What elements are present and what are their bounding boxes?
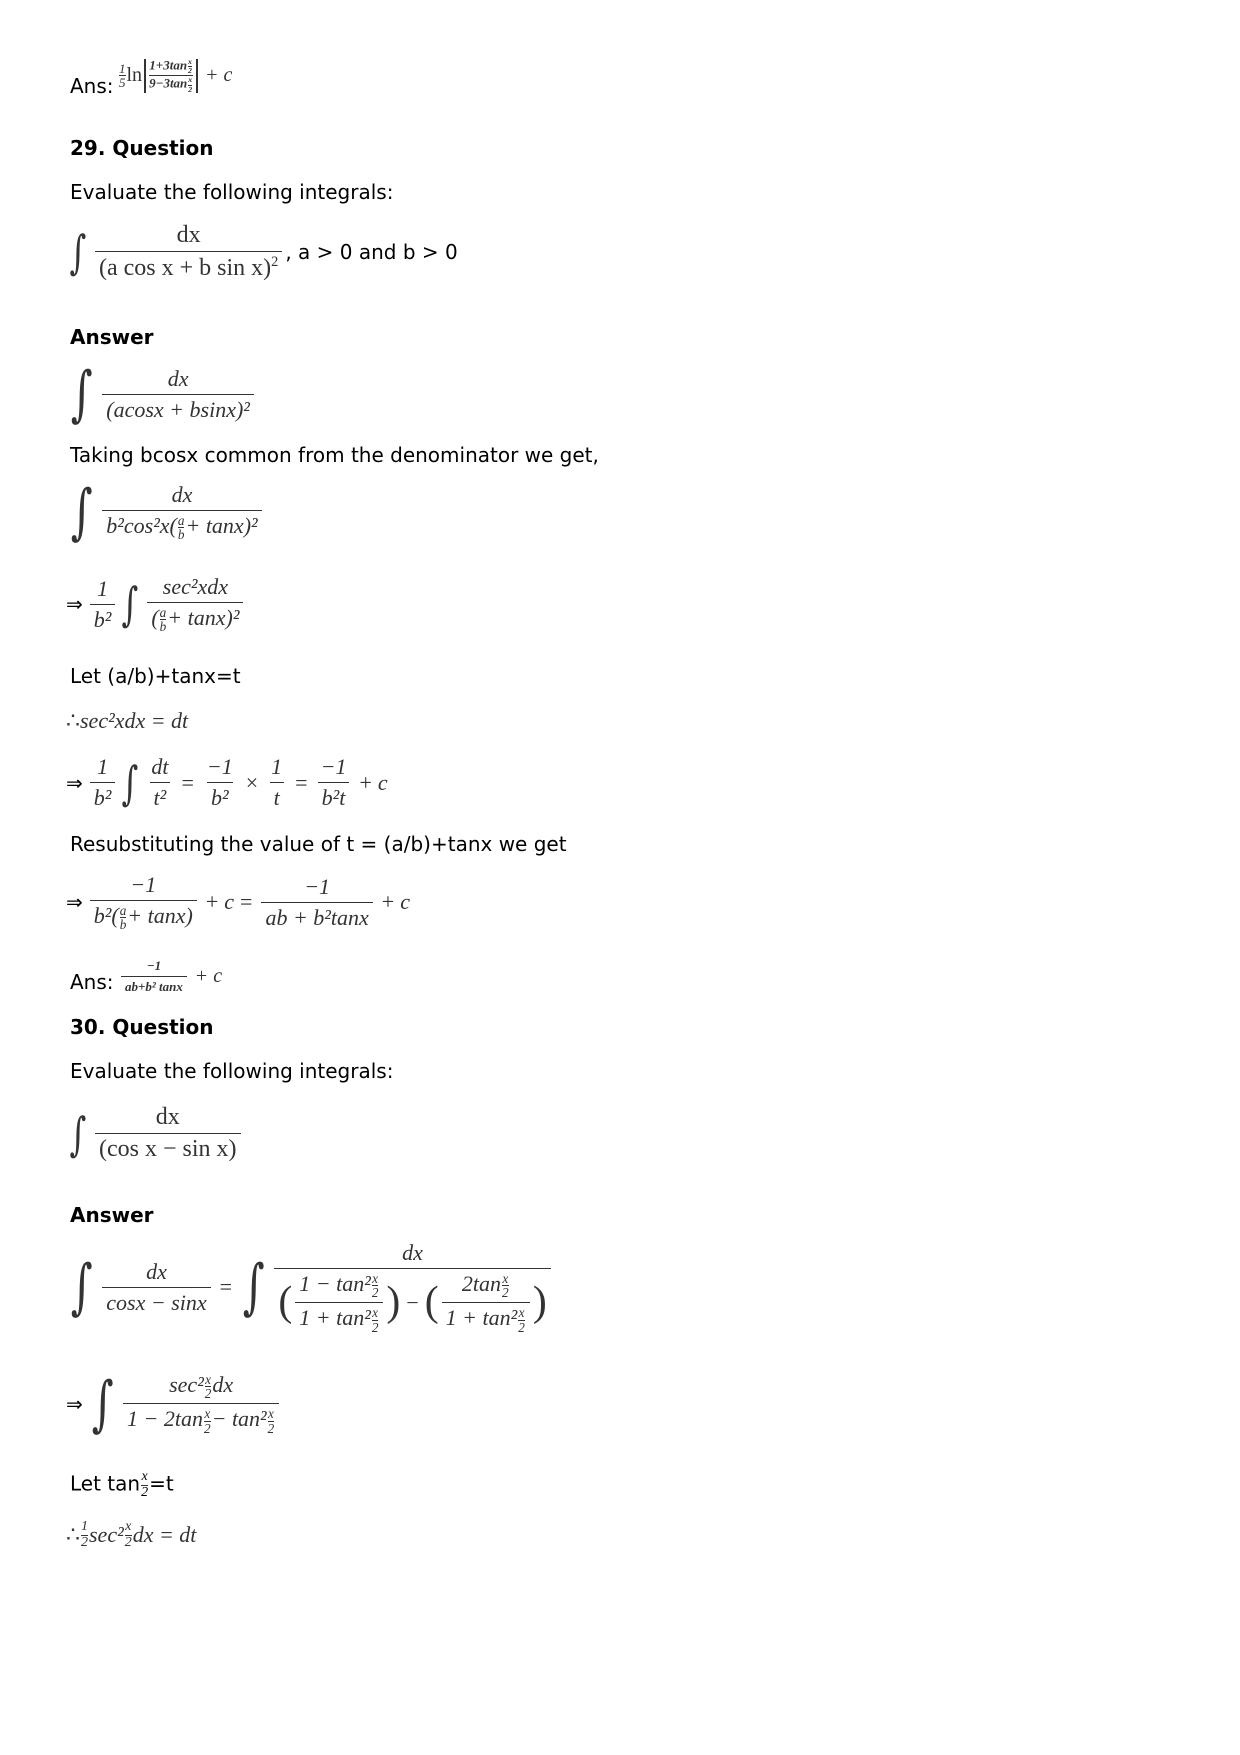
step-integral-2: ∫ dx b²cos²x( $\frac{a}{b}$ + tanx)² <box>66 482 265 542</box>
question-29-title: 29. Question <box>70 136 214 160</box>
question-30-instruction: Evaluate the following integrals: <box>70 1059 394 1083</box>
question-29-instruction: Evaluate the following integrals: <box>70 180 394 204</box>
question-30-integral: ∫ $\frac{dx}{\text{(cos x − sin x)}}$ <box>66 1104 244 1163</box>
question-29-integral: ∫ $\frac{dx}{(a \cos x + b \sin x)^2}$ , a > 0 and b > 0 <box>69 222 458 281</box>
step-30-integral-1: ∫ $\frac{dx}{\cos x - \sin x}$ = ∫ dx ( 1 − tan² $\frac{x}{2}$ 1 + tan² $\frac{x}{2}$ ) − ( 2tan $\frac{x}{2}$ 1 + tan² $\frac{x}{2}$ ) <box>66 1240 554 1335</box>
question-29-answer-heading: Answer <box>70 325 154 349</box>
step-common-text: Taking bcosx common from the denominator we get, <box>70 443 599 467</box>
step-30-integral-2: ⇒ ∫ sec² $\frac{x}{2}$ dx 1 − 2tan $\frac{x}{2}$ − tan² $\frac{x}{2}$ <box>66 1372 282 1436</box>
question-30-title: 30. Question <box>70 1015 214 1039</box>
ans-28-label: Ans: <box>70 74 114 98</box>
step-30-let: Let tan $\frac{x}{2}$ =t <box>70 1469 174 1500</box>
step-30-differential: ∴ 1 2 sec² x 2 dx = dt <box>66 1519 197 1550</box>
step-let-text: Let (a/b)+tanx=t <box>70 664 241 688</box>
step-integral-1: ∫ $\frac{dx}{\text{(acosx + bsinx)²}}$ <box>66 364 257 424</box>
ans-29-label: Ans: <box>70 970 114 994</box>
step-resub-text: Resubstituting the value of t = (a/b)+tanx we get <box>70 832 567 856</box>
step-result: ⇒ −1 b²( $\frac{a}{b}$ + tanx) + c = $\frac{-1}{\text{ab + b²tanx}}$ + c <box>66 872 410 933</box>
step-integrate: ⇒ $\frac{1}{\text{b²}}$ ∫ $\frac{dt}{\text{t²}}$ = $\frac{-1}{\text{b²}}$ × $\frac{1}{t}$ = $\frac{-1}{\text{b²t}}$ + c <box>66 754 388 810</box>
question-30-answer-heading: Answer <box>70 1203 154 1227</box>
step-integral-3: ⇒ $\frac{1}{\text{b²}}$ ∫ sec²xdx ( $\frac{a}{b}$ + tanx)² <box>66 574 246 634</box>
ans-29-formula: $\frac{-1}{\text{ab+b² tanx}}$ + c <box>118 958 222 995</box>
step-differential: ∴ sec²xdx = dt <box>66 708 189 733</box>
ans-28-formula: 1 5 ln 1+3tan $\frac{x}{2}$ 9−3tan $\frac{x}{2}$ + c <box>119 57 233 94</box>
